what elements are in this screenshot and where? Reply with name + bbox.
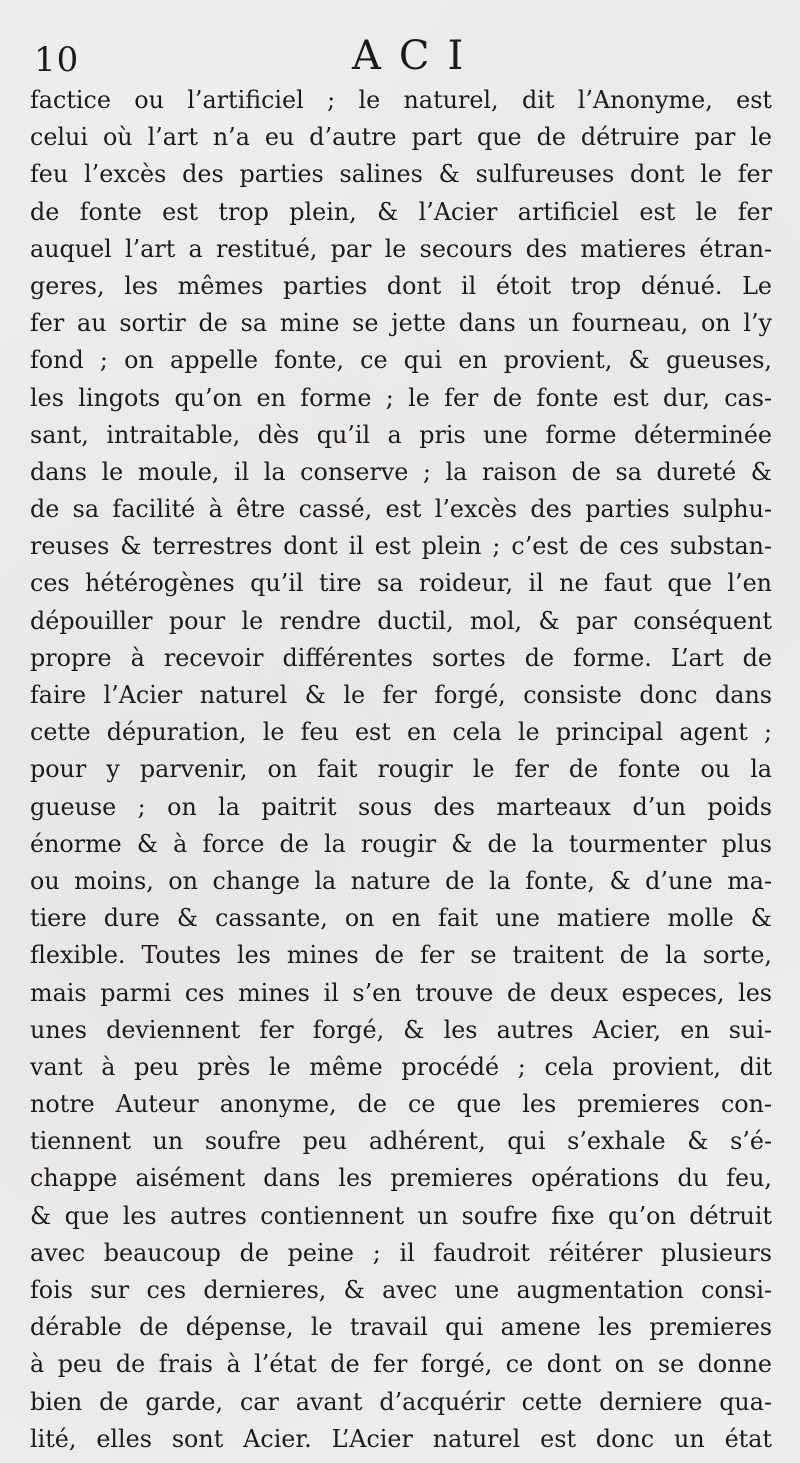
text-line: de fonte est trop plein, & l’Acier artificiel est le fer — [30, 197, 772, 226]
text-line: gueuse ; on la paitrit sous des marteaux d’un poids — [30, 792, 772, 821]
text-line: celui où l’art n’a eu d’autre part que de détruire par le — [30, 123, 772, 152]
text-line: unes deviennent fer forgé, & les autres Acier, en sui- — [30, 1015, 772, 1044]
text-line: sant, intraitable, dès qu’il a pris une forme déterminée — [30, 420, 772, 449]
text-line: dérable de dépense, le travail qui amene les premieres — [30, 1313, 772, 1342]
text-line: fois sur ces dernieres, & avec une augmentation consi- — [30, 1276, 772, 1304]
text-line: bien de garde, car avant d’acquérir cette derniere qua- — [30, 1387, 772, 1416]
text-line: fond ; on appelle fonte, ce qui en provient, & gueuses, — [30, 346, 772, 375]
text-line: flexible. Toutes les mines de fer se traitent de la sorte, — [30, 941, 772, 970]
text-line: factice ou l’artificiel ; le naturel, dit l’Anonyme, est — [30, 86, 772, 114]
text-line: propre à recevoir différentes sortes de forme. L’art de — [30, 643, 772, 672]
text-line: faire l’Acier naturel & le fer forgé, consiste donc dans — [30, 681, 772, 709]
text-line: fer au sortir de sa mine se jette dans un fourneau, on l’y — [30, 309, 772, 338]
text-line: auquel l’art a restitué, par le secours des matieres étran- — [30, 234, 772, 263]
text-line: les lingots qu’on en forme ; le fer de fonte est dur, cas- — [30, 383, 772, 412]
text-line: cette dépuration, le feu est en cela le principal agent ; — [30, 718, 772, 747]
text-line: à peu de frais à l’état de fer forgé, ce dont on se donne — [30, 1350, 772, 1379]
body-text — [30, 82, 772, 1458]
text-line: chappe aisément dans les premieres opérations du feu, — [30, 1164, 772, 1193]
text-line: reuses & terrestres dont il est plein ; c’est de ces substan- — [30, 532, 772, 561]
text-line: notre Auteur anonyme, de ce que les premieres con- — [30, 1090, 772, 1119]
text-line: feu l’excès des parties salines & sulfureuses dont le fer — [30, 160, 772, 189]
text-line: tiennent un soufre peu adhérent, qui s’exhale & s’é- — [30, 1127, 772, 1156]
text-line: ou moins, on change la nature de la fonte, & d’une ma- — [30, 866, 772, 895]
text-line: lité, elles sont Acier. L’Acier naturel est donc un état — [30, 1424, 772, 1453]
running-head: ACI — [352, 33, 482, 79]
text-line: de sa facilité à être cassé, est l’excès des parties sulphu- — [30, 495, 772, 524]
text-line: mais parmi ces mines il s’en trouve de deux especes, les — [30, 978, 772, 1007]
text-line: pour y parvenir, on fait rougir le fer de fonte ou la — [30, 755, 772, 784]
text-line: énorme & à force de la rougir & de la tourmenter plus — [30, 829, 772, 858]
text-line: dépouiller pour le rendre ductil, mol, & par conséquent — [30, 606, 772, 635]
text-line: dans le moule, il la conserve ; la raison de sa dureté & — [30, 457, 772, 486]
text-line: tiere dure & cassante, on en fait une matiere molle & — [30, 904, 772, 933]
text-line: vant à peu près le même procédé ; cela provient, dit — [30, 1052, 772, 1081]
text-line: & que les autres contiennent un soufre fixe qu’on détruit — [30, 1201, 772, 1230]
text-line: geres, les mêmes parties dont il étoit trop dénué. Le — [30, 271, 772, 300]
text-line: avec beaucoup de peine ; il faudroit réitérer plusieurs — [30, 1238, 772, 1267]
page-number: 10 — [34, 40, 80, 80]
text-line: ces hétérogènes qu’il tire sa roideur, il ne faut que l’en — [30, 569, 772, 598]
